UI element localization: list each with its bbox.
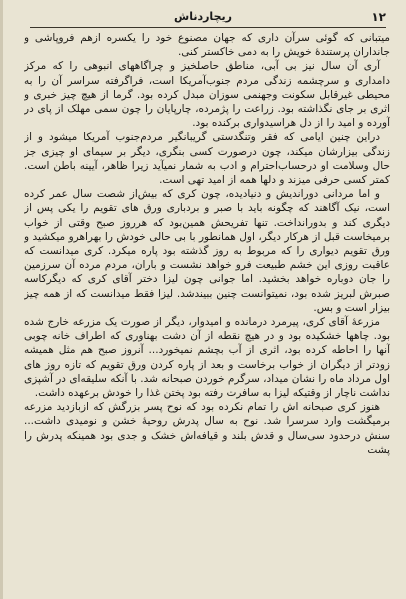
page-body-text (24, 31, 390, 591)
paragraph: مزرعهٔ آقای کری، پیرمرد درمانده و امیدوار، دیگر از صورت یک مزرعه خارج شده بود. چاهها خشکیده بود و در هیچ نقطه از آن دشت بهناوری که اطراف خانه چوبی آنها را احاطه کرده بود، اثری از آب بچشم نمیخورد... آنروز صبح هم مثل همیشه زودتر از دیگران از خواب برخاست و بعد از پاره کردن ورق تقویم که تازه روز های اول مرداد ماه را نشان میداد، سرگرم خوردن صبحانه شد. با آنکه سلیقه‌ای در آشپزی نداشت ناچار از وقتیکه لیزا به سافرت رفته بود پختن غذا را خودش برعهده داشت. (24, 316, 390, 400)
page-number: ۱۲ (371, 10, 386, 24)
paragraph: هنوز کری صبحانه اش را تمام نکرده بود که نوح پسر بزرگش که ازبازدید مزرعه برمیگشت وارد سرسرا شد. نوح به سال پدرش روحیهٔ خشن و نومیدی داشت... سنش درحدود سی‌سال و قدش بلند و قیافه‌اش خشک و جدی بود همینکه پدرش را پشت (24, 401, 390, 456)
paragraph: دراین چنین ایامی که فقر وتنگدستی گریبانگیر مردم‌جنوب آمریکا میشود و از زندگی بیزارشان میکند، چون درصورت کسی بنگری، دیگر بر سیمای او چیزی جز حال وسلامت او درحساب‌احترام و ادب به شمار نمیآید زیرا ظاهر، آیینه باطن است. کمتر کسی حرفی میزند و دلها همه از امید تهی است. (24, 131, 390, 187)
page-edge-shadow (0, 0, 3, 599)
header-rule (30, 27, 386, 28)
paragraph: و اما مردانی دوراندیش و دنیادیده، چون کری که بیش‌از شصت سال عمر کرده است، نیک آگاهند که چگونه باید با صبر و بردباری ورق های تقویم را یکی پس از دیگری کند و بدورانداخت. تنها تفریحش همین‌بود که هرروز صبح وقتی از خواب برمیخاست قبل از هرکار دیگر، اول همانطور با بی حالی خودش را بهراهرو میکشید و ورق تقویم دیواری را که مربوط به روز گذشته بود پاره میکرد. کری میدانست که عاقبت روزی این خشم طبیعت فرو خواهد نشست و باران، مردم مرده آن سرزمین را جان دوباره خواهد بخشید. اما جوانی چون لیزا دختر آقای کری که دیگرکاسه صبرش لبریز شده بود، نمیتوانست چنین ببیندشد. لیزا فقط میدانست که از همه چیز بیزار است و بس. (24, 188, 390, 314)
running-title: ریچاردناش (174, 10, 232, 23)
page-header (18, 10, 388, 26)
paragraph: آری آن سال نیز بی آبی، مناطق حاصلخیز و چراگاههای انبوهی را که مرکز دامداری و سرچشمه زندگی مردم جنوب‌آمریکا است، فراگرفته سراسر آن را به محیطی غیرقابل سکونت وجهنمی سوزان مبدل کرده بود. گرما از هیچ چیز خبری و اثری بر جای نگذاشته بود. زراعت را پژمرده، چارپایان را چون سمی مهلک از پای در آورده و امید را از دل هراسیدواری برکنده بود. (24, 60, 390, 130)
paragraph: میتبانی که گوئی سرآن داری که جهان مصنوع خود را یکسره ازهم فروپاشی و جانداران پرستندهٔ خویش را به دمی خاکستر کنی. (24, 32, 390, 59)
